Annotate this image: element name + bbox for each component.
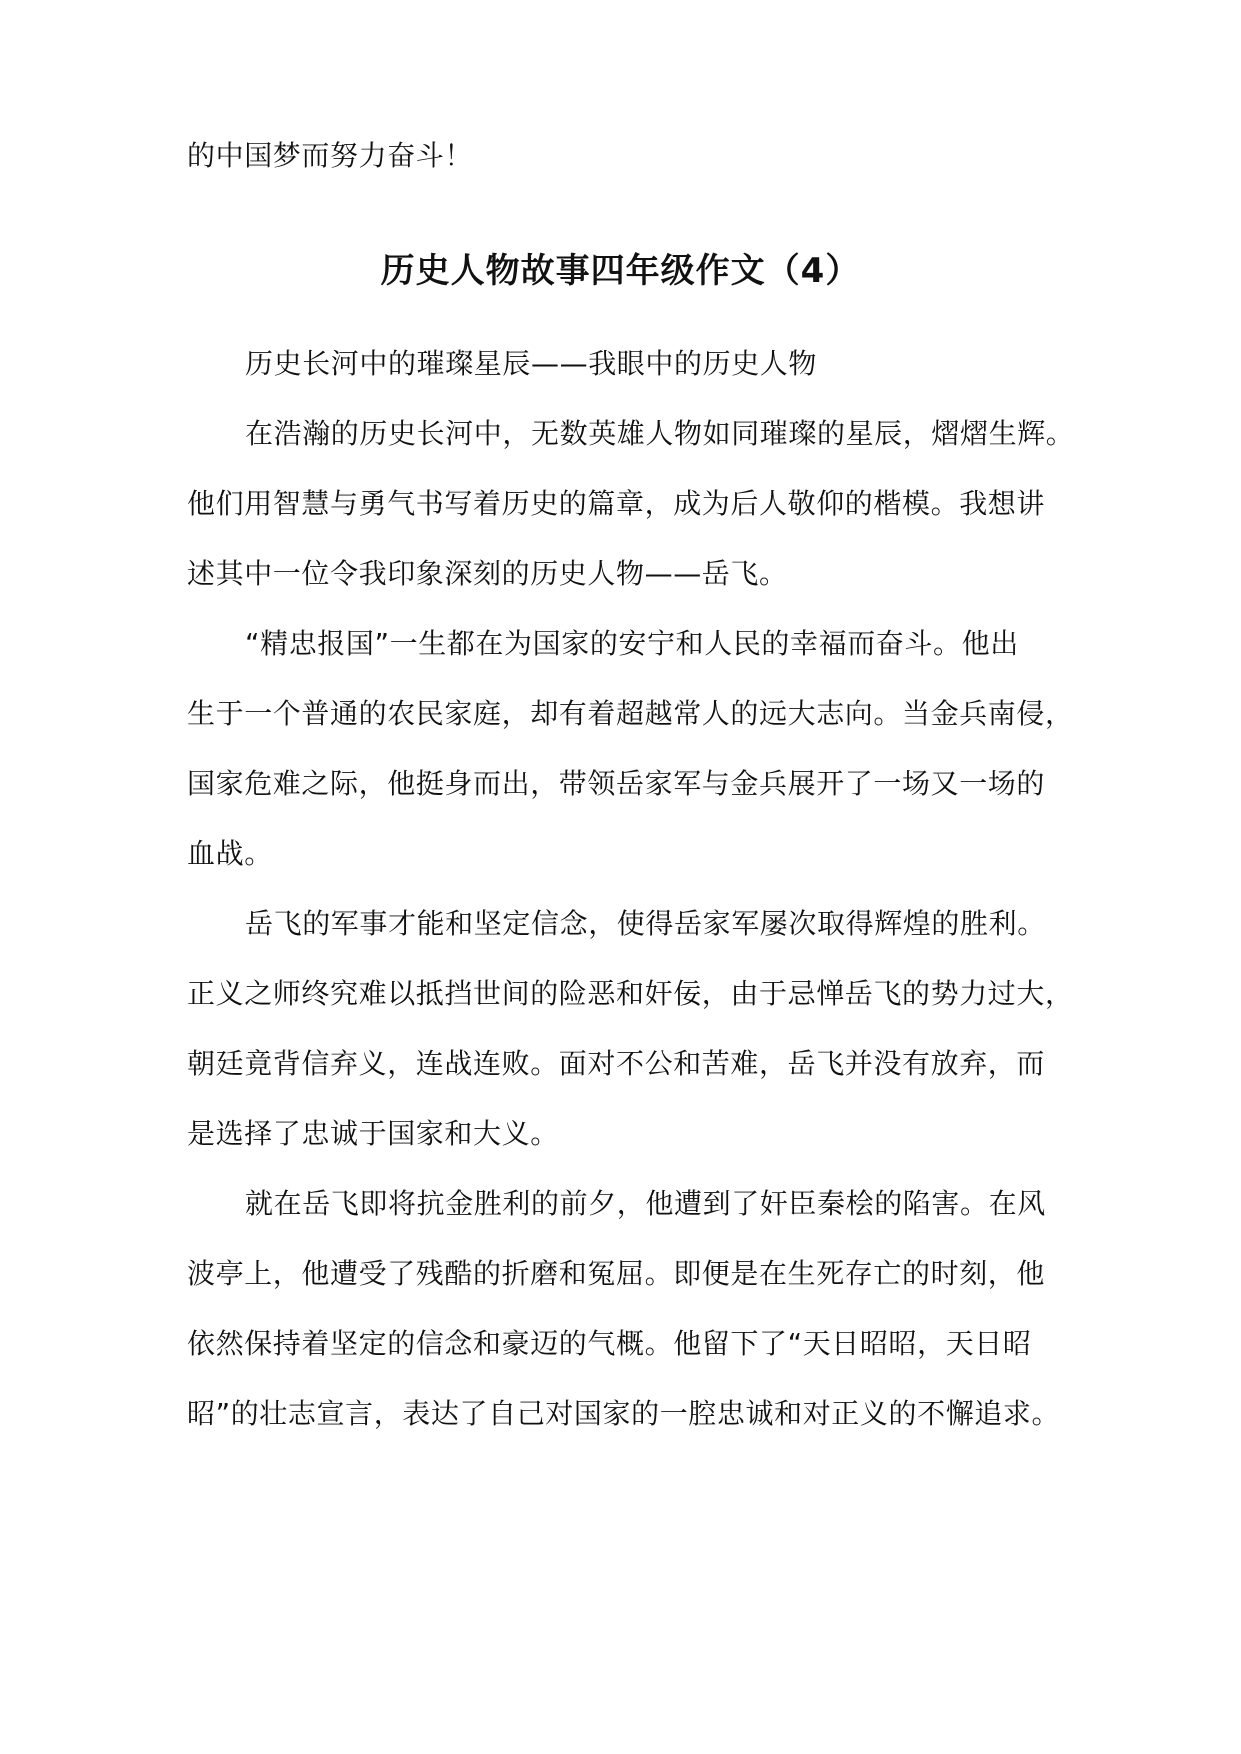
paragraph-line: 生于一个普通的农民家庭，却有着超越常人的远大志向。当金兵南侵， [187,697,1074,730]
essay-title: 历史人物故事四年级作文（4） [380,251,861,291]
continuation-line: 的中国梦而努力奋斗！ [187,139,474,172]
paragraph-line: 就在岳飞即将抗金胜利的前夕，他遭到了奸臣秦桧的陷害。在风 [245,1187,1046,1220]
paragraph-line: 朝廷竟背信弃义，连战连败。面对不公和苦难，岳飞并没有放弃，而 [187,1047,1046,1080]
paragraph-line: 他们用智慧与勇气书写着历史的篇章，成为后人敬仰的楷模。我想讲 [187,487,1046,520]
paragraph-line: 在浩瀚的历史长河中，无数英雄人物如同璀璨的星辰，熠熠生辉。 [245,417,1075,450]
paragraph-line: 岳飞的军事才能和坚定信念，使得岳家军屡次取得辉煌的胜利。 [245,907,1046,940]
paragraph-line: 波亭上，他遭受了残酷的折磨和冤屈。即便是在生死存亡的时刻，他 [187,1257,1046,1290]
paragraph-line: 昭”的壮志宣言，表达了自己对国家的一腔忠诚和对正义的不懈追求。 [187,1397,1061,1430]
paragraph-line: 血战。 [187,837,273,870]
essay-subtitle: 历史长河中的璀璨星辰——我眼中的历史人物 [245,347,818,380]
paragraph-line: 述其中一位令我印象深刻的历史人物——岳飞。 [187,557,788,590]
paragraph-line: 是选择了忠诚于国家和大义。 [187,1117,559,1150]
paragraph-line: 国家危难之际，他挺身而出，带领岳家军与金兵展开了一场又一场的 [187,767,1046,800]
paragraph-line: “精忠报国”一生都在为国家的安宁和人民的幸福而奋斗。他出 [245,627,1019,660]
paragraph-line: 依然保持着坚定的信念和豪迈的气概。他留下了“天日昭昭，天日昭 [187,1327,1032,1360]
paragraph-line: 正义之师终究难以抵挡世间的险恶和奸佞，由于忌惮岳飞的势力过大， [187,977,1074,1010]
